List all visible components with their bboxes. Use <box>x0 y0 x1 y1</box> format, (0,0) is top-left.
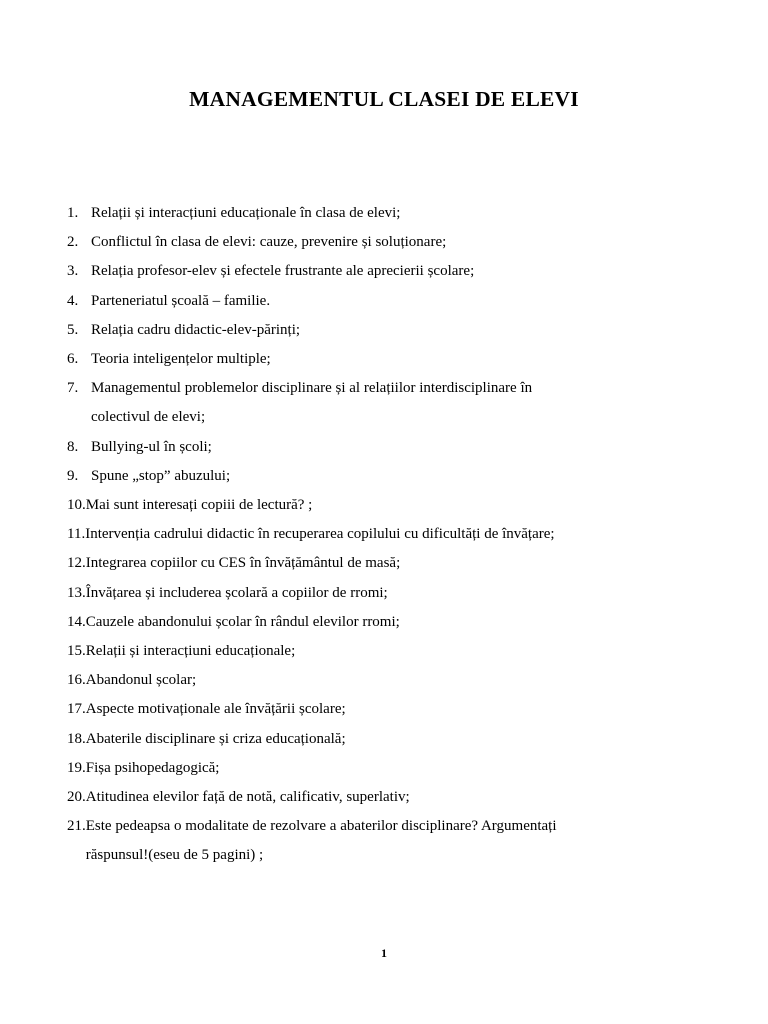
item-text: Aspecte motivaționale ale învățării școlare; <box>85 701 346 718</box>
item-text: Abaterile disciplinare și criza educațională; <box>85 730 346 747</box>
list-item <box>67 257 687 286</box>
list-item <box>67 812 687 870</box>
list-item <box>67 637 687 666</box>
item-number: 13. <box>67 584 86 601</box>
item-number: 21. <box>67 818 86 835</box>
item-number: 18. <box>67 730 86 747</box>
list-item <box>67 520 687 549</box>
item-number: 7. <box>67 380 79 397</box>
list-item <box>67 345 687 374</box>
item-text-line: răspunsul!(eseu de 5 pagini) ; <box>85 847 264 864</box>
item-number: 6. <box>67 351 79 368</box>
item-number: 10. <box>67 497 86 514</box>
item-text: Abandonul școlar; <box>85 672 197 689</box>
list-item <box>67 491 687 520</box>
list-item <box>67 462 687 491</box>
item-text: Relații și interacțiuni educaționale; <box>85 643 296 660</box>
list-item <box>67 228 687 257</box>
item-text-line: Managementul problemelor disciplinare și al relațiilor interdisciplinare în <box>91 380 533 397</box>
item-text: Conflictul în clasa de elevi: cauze, prevenire și soluționare; <box>91 234 447 251</box>
item-number: 20. <box>67 789 86 806</box>
list-item <box>67 579 687 608</box>
list-item <box>67 199 687 228</box>
list-item <box>67 608 687 637</box>
item-text: Atitudinea elevilor față de notă, calificativ, superlativ; <box>85 789 410 806</box>
item-text: Relația profesor-elev și efectele frustrante ale aprecierii școlare; <box>91 263 475 280</box>
item-text: Parteneriatul școală – familie. <box>91 292 271 309</box>
list-item <box>67 783 687 812</box>
item-number: 4. <box>67 292 79 309</box>
list-item <box>67 287 687 316</box>
page-number: 1 <box>381 946 387 960</box>
item-number: 12. <box>67 555 86 572</box>
item-text: Relații și interacțiuni educaționale în clasa de elevi; <box>91 205 401 221</box>
item-number: 9. <box>67 467 79 484</box>
list-item <box>67 695 687 724</box>
item-number: 17. <box>67 701 86 718</box>
item-number: 15. <box>67 643 86 660</box>
list-item <box>67 725 687 754</box>
item-number: 2. <box>67 234 79 251</box>
item-text: Teoria inteligențelor multiple; <box>91 351 271 368</box>
item-text: Relația cadru didactic-elev-părinți; <box>91 321 301 338</box>
item-number: 3. <box>67 263 79 280</box>
item-number: 19. <box>67 759 86 776</box>
item-text: Bullying-ul în școli; <box>91 438 212 455</box>
item-number: 1. <box>67 205 79 221</box>
item-text: Fișa psihopedagogică; <box>85 759 220 776</box>
item-text: Intervenția cadrului didactic în recuperarea copilului cu dificultăți de învățare; <box>85 526 555 543</box>
item-text: Învățarea și includerea școlară a copiilor de rromi; <box>85 584 388 601</box>
list-item <box>67 316 687 345</box>
item-text-line: colectivul de elevi; <box>91 409 206 426</box>
item-number: 5. <box>67 321 79 338</box>
list-item <box>67 549 687 578</box>
item-text <box>86 812 687 870</box>
item-text <box>91 374 687 432</box>
item-text: Mai sunt interesați copiii de lectură? ; <box>85 497 313 514</box>
item-text: Spune „stop” abuzului; <box>91 467 231 484</box>
item-number: 16. <box>67 672 86 689</box>
list-item <box>67 666 687 695</box>
item-number: 8. <box>67 438 79 455</box>
document-title: MANAGEMENTUL CLASEI DE ELEVI <box>189 87 579 111</box>
topic-list <box>67 199 687 871</box>
item-text-line: Este pedeapsa o modalitate de rezolvare a abaterilor disciplinare? Argumentați <box>85 818 557 835</box>
list-item <box>67 754 687 783</box>
list-item <box>67 374 687 432</box>
item-text: Integrarea copiilor cu CES în învățământul de masă; <box>85 555 401 572</box>
item-number: 14. <box>67 613 86 630</box>
item-number: 11. <box>67 526 86 543</box>
list-item <box>67 433 687 462</box>
item-text: Cauzele abandonului școlar în rândul elevilor rromi; <box>85 613 400 630</box>
